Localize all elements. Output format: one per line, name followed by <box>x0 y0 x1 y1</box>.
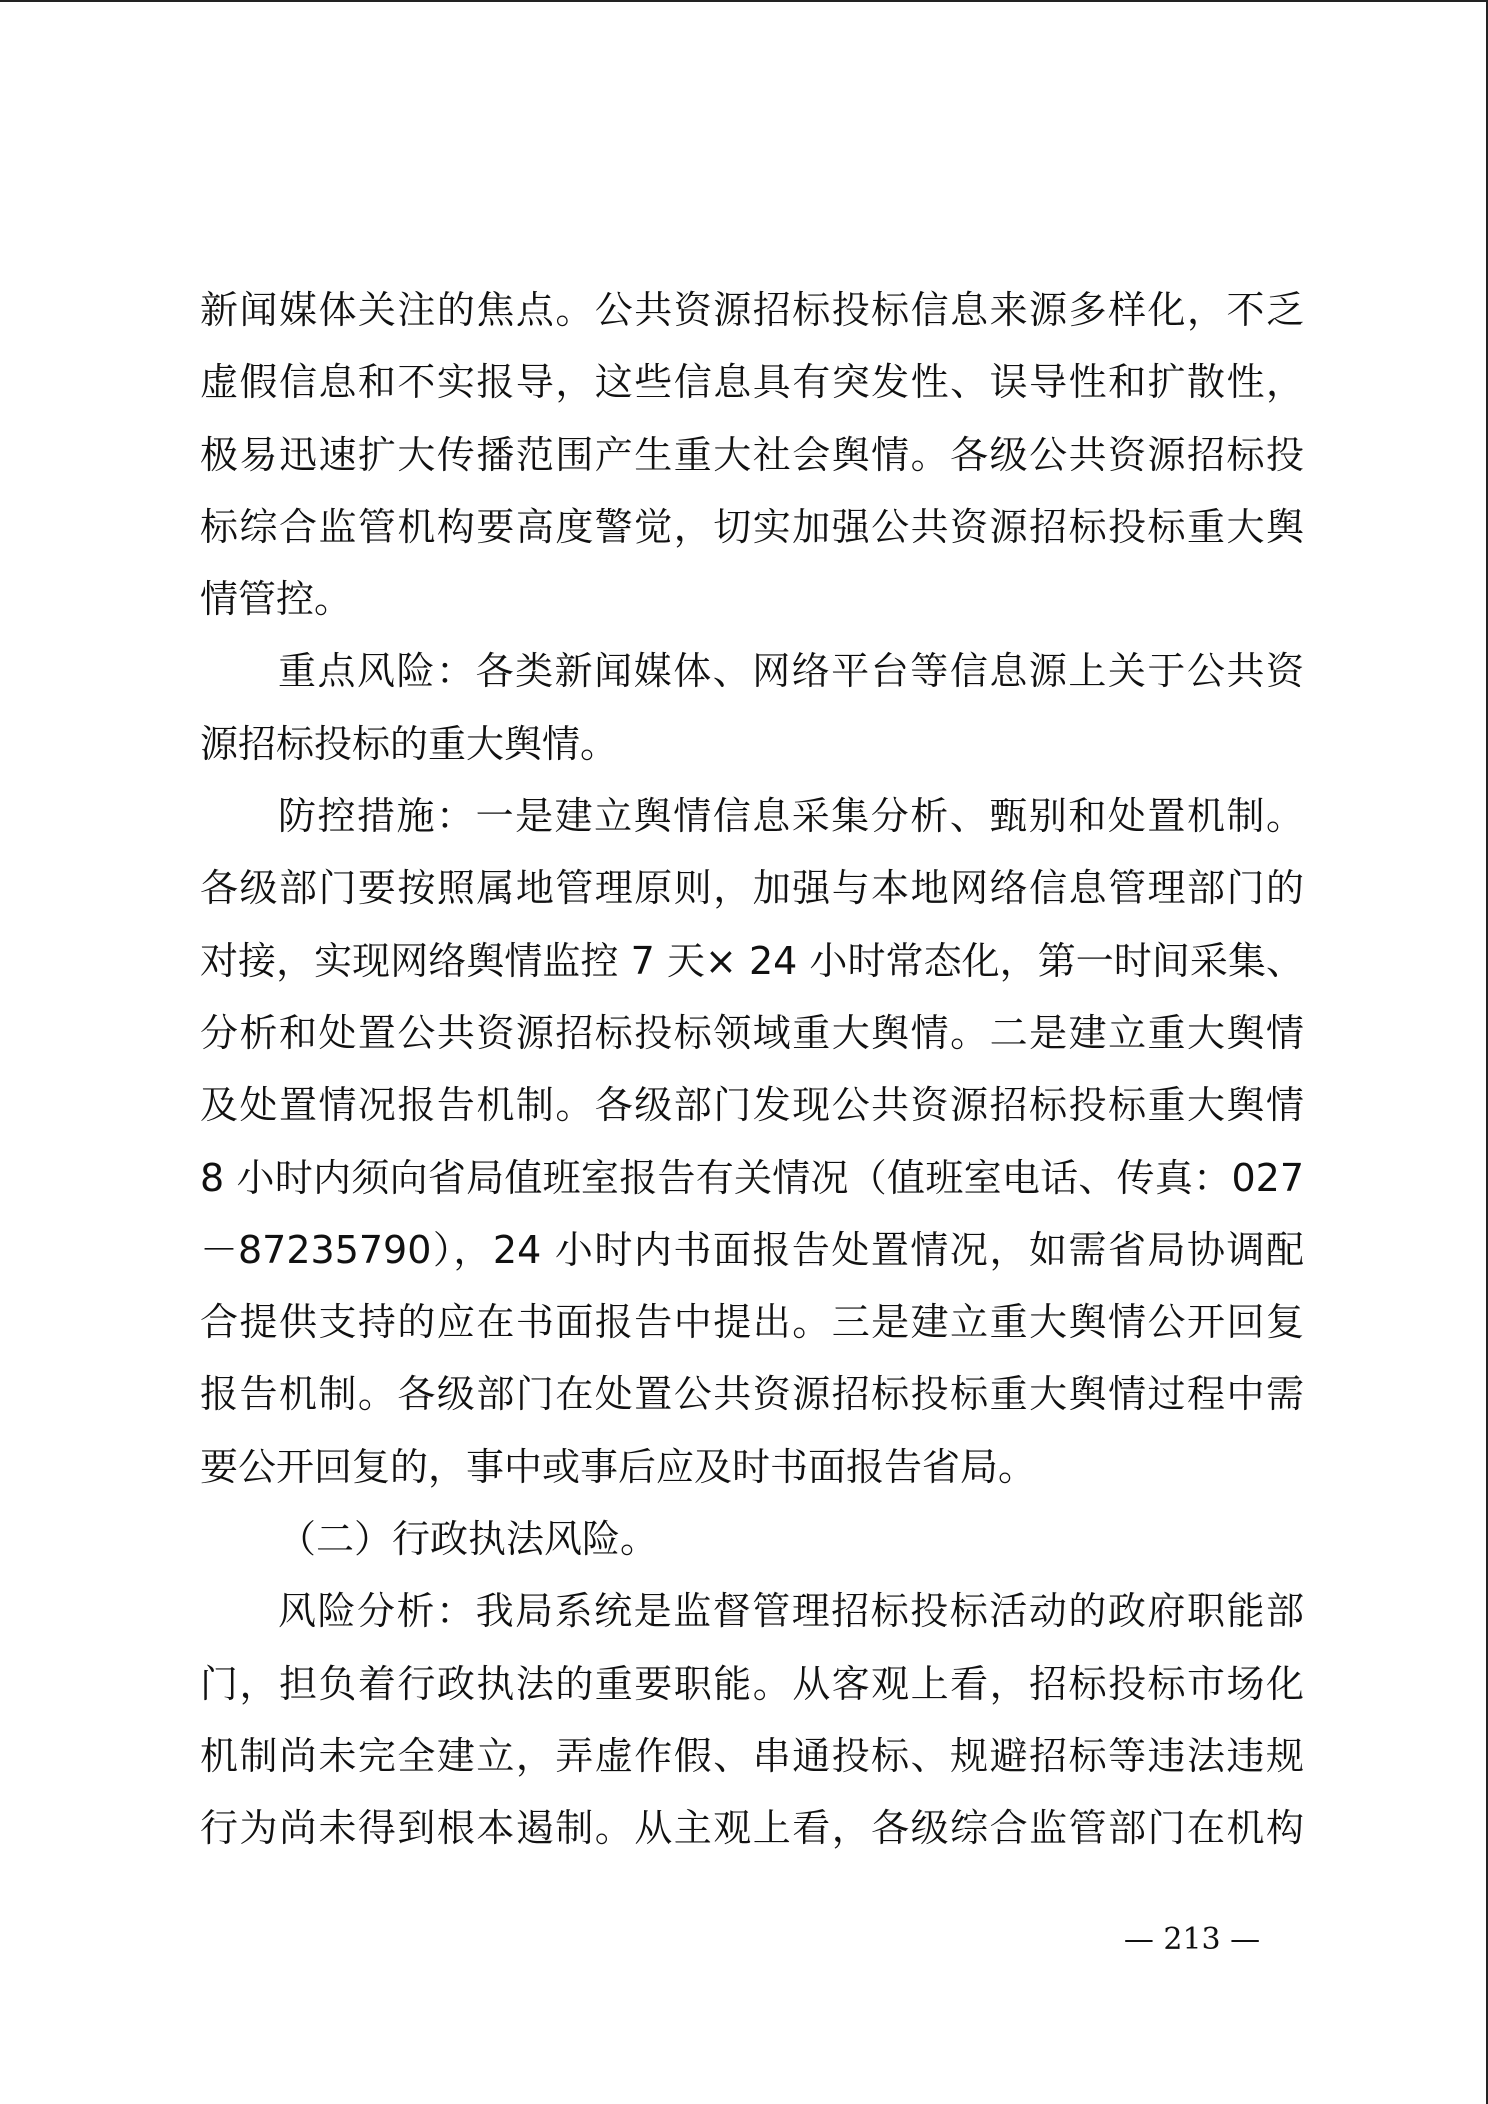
paragraph-1-line-5: 情管控。 <box>200 577 353 622</box>
body-text <box>200 274 1304 1865</box>
paragraph-1-line-3: 极易迅速扩大传播范围产生重大社会舆情。各级公共资源招标投 <box>200 432 1304 477</box>
paragraph-3-line-6: 8 小时内须向省局值班室报告有关情况（值班室电话、传真：027 <box>200 1155 1304 1200</box>
paragraph-5-line-3: 机制尚未完全建立，弄虚作假、串通投标、规避招标等违法违规 <box>200 1733 1304 1778</box>
paragraph-2-line-2: 源招标投标的重大舆情。 <box>200 721 619 766</box>
paragraph-3-line-10: 要公开回复的，事中或事后应及时书面报告省局。 <box>200 1444 1037 1489</box>
paragraph-1-line-2: 虚假信息和不实报导，这些信息具有突发性、误导性和扩散性， <box>200 360 1304 405</box>
paragraph-3-line-5: 及处置情况报告机制。各级部门发现公共资源招标投标重大舆情 <box>200 1083 1304 1128</box>
paragraph-5-line-2: 门，担负着行政执法的重要职能。从客观上看，招标投标市场化 <box>200 1661 1304 1706</box>
section-heading: （二）行政执法风险。 <box>278 1517 659 1562</box>
page-number: — 213 — <box>1123 1922 1261 1957</box>
paragraph-5-line-1: 风险分析：我局系统是监督管理招标投标活动的政府职能部 <box>278 1589 1304 1634</box>
paragraph-3-line-2: 各级部门要按照属地管理原则，加强与本地网络信息管理部门的 <box>200 866 1304 911</box>
paragraph-5-line-4: 行为尚未得到根本遏制。从主观上看，各级综合监管部门在机构 <box>200 1806 1304 1851</box>
paragraph-1-line-1: 新闻媒体关注的焦点。公共资源招标投标信息来源多样化，不乏 <box>200 288 1304 332</box>
paragraph-3-line-7: －87235790），24 小时内书面报告处置情况，如需省局协调配 <box>200 1227 1304 1272</box>
paragraph-3-line-4: 分析和处置公共资源招标投标领域重大舆情。二是建立重大舆情 <box>200 1010 1304 1055</box>
paragraph-2-line-1: 重点风险：各类新闻媒体、网络平台等信息源上关于公共资 <box>278 649 1304 694</box>
paragraph-3-line-1: 防控措施：一是建立舆情信息采集分析、甄别和处置机制。 <box>278 794 1304 839</box>
paragraph-3-line-9: 报告机制。各级部门在处置公共资源招标投标重大舆情过程中需 <box>200 1372 1304 1417</box>
paragraph-3-line-8: 合提供支持的应在书面报告中提出。三是建立重大舆情公开回复 <box>200 1300 1304 1345</box>
paragraph-1-line-4: 标综合监管机构要高度警觉，切实加强公共资源招标投标重大舆 <box>200 504 1304 549</box>
paragraph-3-line-3: 对接，实现网络舆情监控 7 天× 24 小时常态化，第一时间采集、 <box>200 938 1304 983</box>
